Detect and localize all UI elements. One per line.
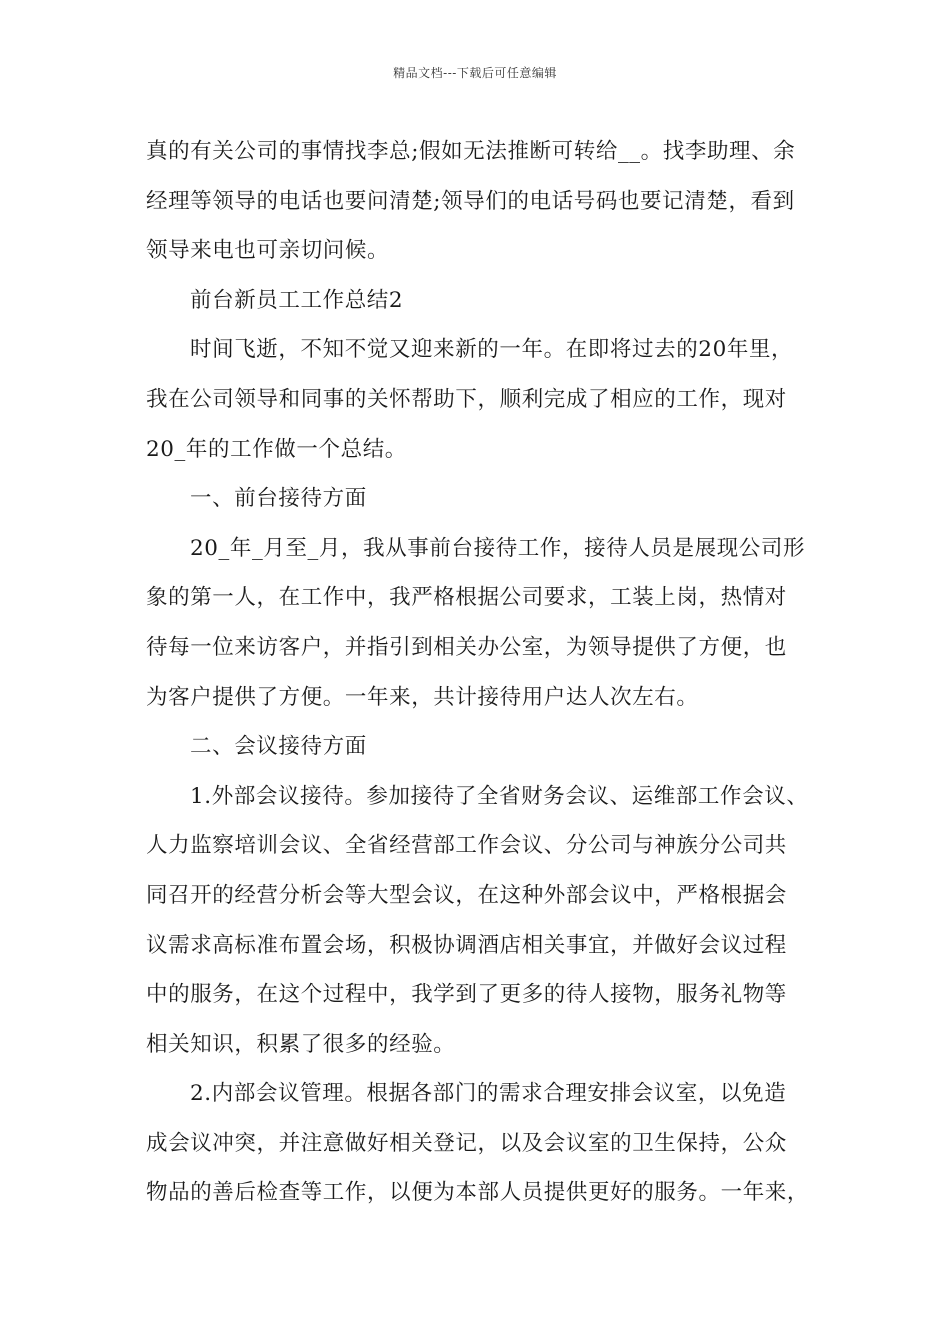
page-header: 精品文档---下载后可任意编辑 xyxy=(393,66,557,80)
text-line: 中的服务，在这个过程中，我学到了更多的待人接物，服务礼物等 xyxy=(146,982,787,1008)
text-line: 象的第一人，在工作中，我严格根据公司要求，工装上岗，热情对 xyxy=(146,585,787,611)
section-heading: 前台新员工工作总结2 xyxy=(190,287,404,313)
text-line: 2.内部会议管理。根据各部门的需求合理安排会议室，以免造 xyxy=(190,1081,787,1107)
text-line: 待每一位来访客户，并指引到相关办公室，为领导提供了方便，也 xyxy=(146,634,787,660)
section-heading: 二、会议接待方面 xyxy=(190,734,367,760)
text-line: 物品的善后检查等工作，以便为本部人员提供更好的服务。一年来， xyxy=(146,1180,810,1206)
text-line: 领导来电也可亲切问候。 xyxy=(146,238,390,264)
text-line: 我在公司领导和同事的关怀帮助下，顺利完成了相应的工作，现对 xyxy=(146,386,787,412)
text-line: 时间飞逝，不知不觉又迎来新的一年。在即将过去的20年里， xyxy=(190,337,794,363)
text-line: 成会议冲突，并注意做好相关登记，以及会议室的卫生保持，公众 xyxy=(146,1130,787,1156)
text-line: 为客户提供了方便。一年来，共计接待用户达人次左右。 xyxy=(146,684,699,710)
text-line: 经理等领导的电话也要问清楚;领导们的电话号码也要记清楚，看到 xyxy=(146,188,795,214)
text-line: 20_年的工作做一个总结。 xyxy=(146,436,407,462)
text-line: 20_年_月至_月，我从事前台接待工作，接待人员是展现公司形 xyxy=(190,535,806,561)
text-line: 真的有关公司的事情找李总;假如无法推断可转给__。找李助理、余 xyxy=(146,139,796,164)
text-line: 同召开的经营分析会等大型会议，在这种外部会议中，严格根据会 xyxy=(146,882,787,908)
document-body xyxy=(146,133,822,1224)
text-line: 1.外部会议接待。参加接待了全省财务会议、运维部工作会议、 xyxy=(190,783,809,809)
text-line: 相关知识，积累了很多的经验。 xyxy=(146,1031,456,1057)
text-line: 议需求高标准布置会场，积极协调酒店相关事宜，并做好会议过程 xyxy=(146,932,787,958)
text-line: 人力监察培训会议、全省经营部工作会议、分公司与神族分公司共 xyxy=(146,833,787,859)
section-heading: 一、前台接待方面 xyxy=(190,486,367,512)
